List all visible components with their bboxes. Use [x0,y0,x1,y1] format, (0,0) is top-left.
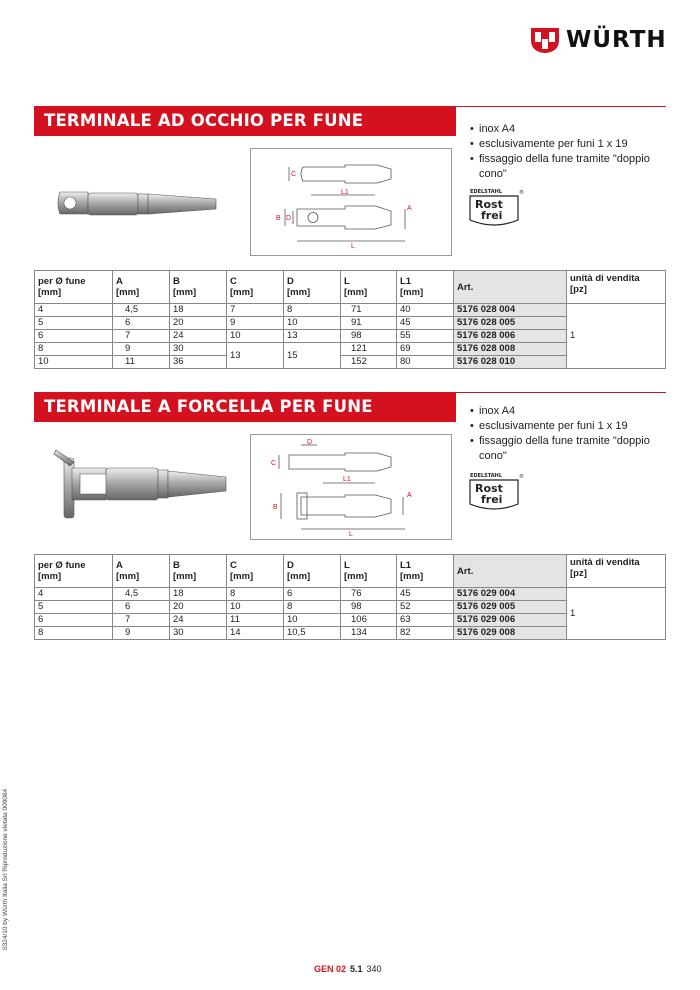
col-header-art: Art. [454,271,567,304]
cell-fune: 6 [35,330,113,343]
cell-l1: 80 [397,356,454,369]
cell-l: 91 [341,317,397,330]
cell-b: 18 [170,588,227,601]
cell-a: 9 [113,343,170,356]
cell-d: 8 [284,601,341,614]
feature-item: • fissaggio della fune tramite "doppio cono" [470,152,670,182]
feature-item: • inox A4 [470,122,670,137]
spec-table-eye-terminal [34,270,666,369]
col-header-b: B [mm] [170,271,227,304]
cell-a: 4,5 [113,588,170,601]
section-title-eye-terminal: TERMINALE AD OCCHIO PER FUNE [34,106,456,136]
cell-l1: 45 [397,317,454,330]
section-divider [456,106,666,107]
cell-art: 5176 029 005 [454,601,567,614]
cell-b: 30 [170,343,227,356]
cell-fune: 5 [35,317,113,330]
feature-list [470,404,670,464]
cell-art: 5176 029 008 [454,627,567,640]
cell-fune: 6 [35,614,113,627]
badge-mark: ® [519,474,524,480]
cell-l: 106 [341,614,397,627]
cell-b: 30 [170,627,227,640]
cell-d: 6 [284,588,341,601]
badge-line2: frei [481,209,503,222]
cell-fune: 5 [35,601,113,614]
col-header-a: A [mm] [113,271,170,304]
feature-item: • fissaggio della fune tramite "doppio cono" [470,434,670,464]
cell-a: 6 [113,601,170,614]
col-header-sale: unità di vendita [pz] [567,555,666,588]
cell-a: 7 [113,330,170,343]
dim-label-l: L [349,531,353,538]
cell-l: 121 [341,343,397,356]
cell-fune: 4 [35,304,113,317]
badge-top: EDELSTAHL [470,473,503,479]
dim-label-a: A [407,205,412,212]
col-header-l1: L1 [mm] [397,555,454,588]
col-header-b: B [mm] [170,555,227,588]
table-header-row [35,555,666,588]
col-header-c: C [mm] [227,271,284,304]
footer-catalog-code: GEN 02 [314,964,347,974]
col-header-d: D [mm] [284,555,341,588]
cell-l: 152 [341,356,397,369]
cell-l: 71 [341,304,397,317]
dim-label-c: C [271,460,277,467]
col-header-l1: L1 [mm] [397,271,454,304]
wurth-logo [530,26,667,54]
feature-item: • esclusivamente per funi 1 x 19 [470,137,670,152]
cell-sale-qty: 1 [567,588,666,640]
badge-top: EDELSTAHL [470,189,503,195]
table-row [35,588,666,601]
cell-c: 8 [227,588,284,601]
cell-l1: 40 [397,304,454,317]
cell-l: 98 [341,330,397,343]
col-header-art: Art. [454,555,567,588]
cell-c: 10 [227,601,284,614]
wurth-logo-mark-icon [530,26,560,54]
rostfrei-badge [468,186,524,230]
cell-b: 20 [170,317,227,330]
brand-name: WÜRTH [566,27,667,53]
dim-label-c: C [291,171,297,178]
eye-terminal-photo [52,178,222,228]
cell-d: 10 [284,317,341,330]
cell-d-merged: 15 [284,343,341,369]
col-header-a: A [mm] [113,555,170,588]
cell-b: 18 [170,304,227,317]
cell-b: 20 [170,601,227,614]
badge-mark: ® [519,190,524,196]
badge-line1: Rost [475,482,503,495]
cell-l: 134 [341,627,397,640]
cell-c: 14 [227,627,284,640]
fork-terminal-photo [50,440,230,520]
table-header-row [35,271,666,304]
cell-a: 6 [113,317,170,330]
cell-c: 7 [227,304,284,317]
cell-l1: 82 [397,627,454,640]
dim-label-d: D [307,439,313,446]
section-divider [456,392,666,393]
cell-b: 24 [170,614,227,627]
dim-label-l1: L1 [341,189,349,196]
cell-art: 5176 028 010 [454,356,567,369]
feature-item: • esclusivamente per funi 1 x 19 [470,419,670,434]
badge-line2: frei [481,493,503,506]
cell-a: 4,5 [113,304,170,317]
cell-b: 24 [170,330,227,343]
col-header-fune: per Ø fune [mm] [35,271,113,304]
dim-label-b: B [276,215,281,222]
col-header-l: L [mm] [341,271,397,304]
cell-a: 11 [113,356,170,369]
col-header-l: L [mm] [341,555,397,588]
cell-sale-qty: 1 [567,304,666,369]
table-row [35,304,666,317]
badge-line1: Rost [475,198,503,211]
dim-label-d: D [286,215,292,222]
cell-d: 10 [284,614,341,627]
cell-art: 5176 029 004 [454,588,567,601]
cell-art: 5176 028 004 [454,304,567,317]
copyright-note: 0324/10 by Würth Italia Srl Riproduzione vietata 009084 [2,788,9,950]
cell-l1: 45 [397,588,454,601]
feature-list [470,122,670,182]
cell-c: 11 [227,614,284,627]
cell-l1: 55 [397,330,454,343]
rostfrei-badge [468,470,524,514]
cell-l: 98 [341,601,397,614]
cell-a: 9 [113,627,170,640]
cell-c-merged: 13 [227,343,284,369]
section-title-fork-terminal: TERMINALE A FORCELLA PER FUNE [34,392,456,422]
cell-a: 7 [113,614,170,627]
cell-b: 36 [170,356,227,369]
cell-art: 5176 028 005 [454,317,567,330]
fork-terminal-drawing [250,434,452,540]
cell-l1: 63 [397,614,454,627]
cell-l1: 69 [397,343,454,356]
cell-fune: 8 [35,343,113,356]
dim-label-l: L [351,243,355,250]
cell-d: 10,5 [284,627,341,640]
eye-terminal-drawing [250,148,452,256]
page-footer [314,964,382,974]
cell-fune: 4 [35,588,113,601]
cell-l: 76 [341,588,397,601]
footer-page-number: 340 [366,964,382,974]
spec-table-fork-terminal [34,554,666,640]
col-header-sale: unità di vendita [pz] [567,271,666,304]
col-header-fune: per Ø fune [mm] [35,555,113,588]
cell-c: 9 [227,317,284,330]
cell-fune: 8 [35,627,113,640]
cell-art: 5176 028 008 [454,343,567,356]
cell-d: 8 [284,304,341,317]
dim-label-a: A [407,492,412,499]
cell-l1: 52 [397,601,454,614]
cell-fune: 10 [35,356,113,369]
cell-art: 5176 028 006 [454,330,567,343]
col-header-c: C [mm] [227,555,284,588]
cell-c: 10 [227,330,284,343]
cell-d: 13 [284,330,341,343]
dim-label-l1: L1 [343,476,351,483]
cell-art: 5176 029 006 [454,614,567,627]
dim-label-b: B [273,504,278,511]
footer-section: 5.1 [350,964,363,974]
feature-item: • inox A4 [470,404,670,419]
col-header-d: D [mm] [284,271,341,304]
